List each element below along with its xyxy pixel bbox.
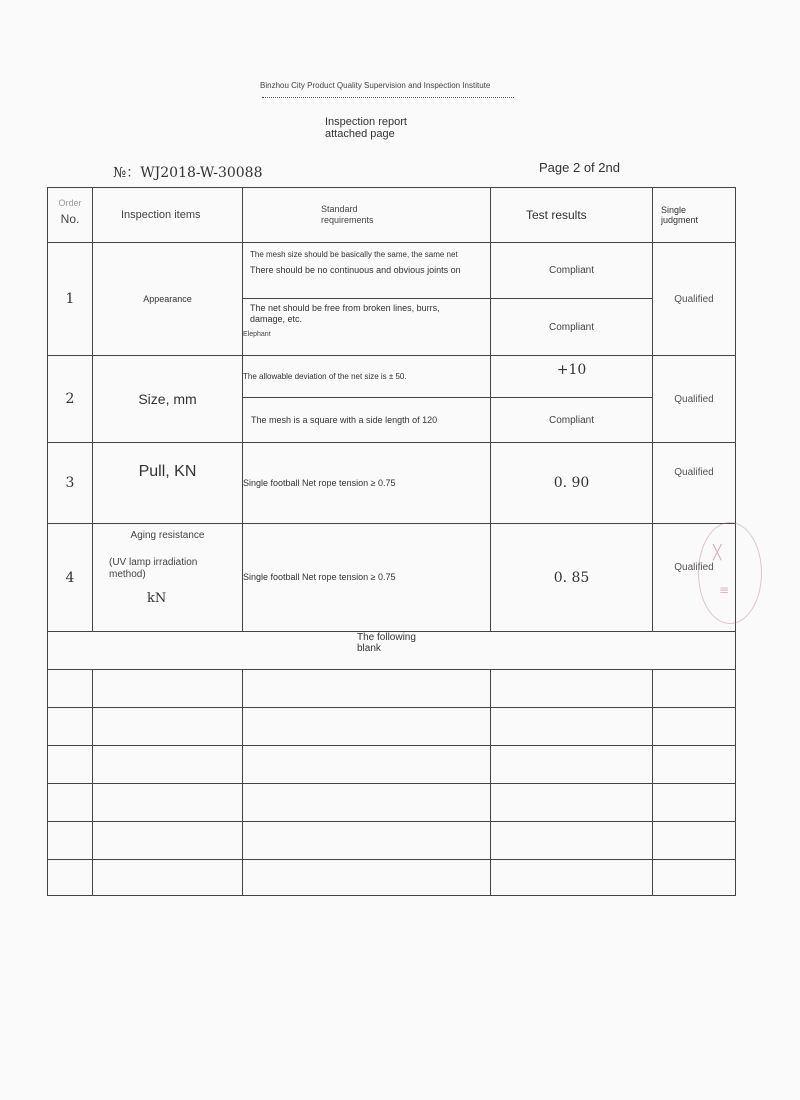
row1-req-a (243, 243, 491, 299)
header-judgment-line2: judgment (661, 215, 699, 225)
table-row (48, 356, 736, 398)
blank-cell (48, 746, 93, 784)
row2-result-a: +10 (491, 356, 653, 398)
row4-item-title: Aging resistance (130, 530, 205, 541)
header-order (48, 188, 93, 243)
report-number: №：WJ2018-W-30088 (113, 165, 263, 181)
page-number: Page 2 of 2nd (539, 160, 620, 175)
blank-cell (653, 746, 736, 784)
report-title-line1: Inspection report (325, 116, 407, 128)
header-order-small: Order (58, 198, 82, 208)
header-results: Test results (491, 188, 653, 243)
blank-cell (653, 784, 736, 822)
row1-req-b-note: Elephant (243, 331, 271, 338)
blank-cell (653, 822, 736, 860)
blank-cell (653, 708, 736, 746)
report-title-line2: attached page (325, 128, 395, 140)
blank-cell (491, 822, 653, 860)
table-row (48, 670, 736, 708)
row1-req-a-text: The mesh size should be basically the same, the same net (250, 250, 458, 259)
row4-item-method: (UV lamp irradiation method) (109, 557, 198, 580)
row1-result-b: Compliant (491, 299, 653, 356)
official-seal-stamp (698, 522, 762, 624)
report-title (325, 116, 407, 140)
table-row (48, 746, 736, 784)
row4-item (93, 524, 243, 632)
blank-cell (243, 708, 491, 746)
footer-note-row (48, 632, 736, 670)
table-row (48, 708, 736, 746)
row4-result: 0. 85 (491, 524, 653, 632)
blank-cell (491, 746, 653, 784)
blank-cell (653, 860, 736, 896)
header-standard-line1: Standard (321, 204, 358, 214)
table-row (48, 860, 736, 896)
row4-item-unit: kN (147, 591, 167, 606)
row2-judgment: Qualified (653, 356, 736, 443)
row2-req-a: The allowable deviation of the net size is ± 50. (243, 356, 491, 398)
header-items: Inspection items (93, 188, 243, 243)
table-row (48, 243, 736, 299)
row4-req: Single football Net rope tension ≥ 0.75 (243, 524, 491, 632)
row1-req-b (243, 299, 491, 356)
row4-judgment: Qualified (653, 524, 736, 632)
institute-name: Binzhou City Product Quality Supervision and Inspection Institute (260, 81, 491, 90)
blank-cell (48, 784, 93, 822)
blank-cell (93, 860, 243, 896)
row1-req-b-text: The net should be free from broken lines, burrs, damage, etc. (250, 303, 440, 324)
blank-cell (48, 860, 93, 896)
row2-req-b: The mesh is a square with a side length of 120 (243, 398, 491, 443)
blank-cell (48, 822, 93, 860)
row3-no: 3 (48, 443, 93, 524)
blank-cell (48, 708, 93, 746)
header-judgment (653, 188, 736, 243)
table-row (48, 822, 736, 860)
row3-req: Single football Net rope tension ≥ 0.75 (243, 443, 491, 524)
header-standard-line2: requirements (321, 215, 374, 225)
footer-note: The following blank (357, 632, 416, 654)
inspection-table (47, 187, 736, 896)
seal-mark: ≡ (719, 583, 730, 597)
row3-item: Pull, KN (93, 443, 243, 524)
table-row (48, 784, 736, 822)
row2-item: Size, mm (93, 356, 243, 443)
blank-cell (243, 784, 491, 822)
row2-no: 2 (48, 356, 93, 443)
row1-judgment: Qualified (653, 243, 736, 356)
blank-cell (93, 746, 243, 784)
blank-cell (48, 670, 93, 708)
blank-cell (653, 670, 736, 708)
header-order-large: No. (60, 212, 80, 226)
blank-cell (491, 860, 653, 896)
row2-result-b: Compliant (491, 398, 653, 443)
seal-mark: ╳ (713, 545, 722, 561)
row3-judgment: Qualified (653, 443, 736, 524)
row1-item: Appearance (93, 243, 243, 356)
row1-result-a: Compliant (491, 243, 653, 299)
blank-cell (491, 784, 653, 822)
blank-cell (93, 670, 243, 708)
blank-cell (93, 784, 243, 822)
row1-no: 1 (48, 243, 93, 356)
blank-cell (93, 708, 243, 746)
row1-req-a-note: There should be no continuous and obvious joints on (250, 265, 461, 275)
table-row (48, 524, 736, 632)
row3-result: 0. 90 (491, 443, 653, 524)
blank-cell (243, 670, 491, 708)
blank-cell (93, 822, 243, 860)
header-judgment-line1: Single (661, 205, 687, 215)
blank-cell (491, 670, 653, 708)
blank-cell (243, 860, 491, 896)
blank-cell (243, 746, 491, 784)
blank-cell (243, 822, 491, 860)
table-row (48, 443, 736, 524)
footer-note-cell (48, 632, 736, 670)
row4-no: 4 (48, 524, 93, 632)
blank-cell (491, 708, 653, 746)
scan-artifact-line (262, 97, 514, 102)
header-standard (243, 188, 491, 243)
header-row (48, 188, 736, 243)
